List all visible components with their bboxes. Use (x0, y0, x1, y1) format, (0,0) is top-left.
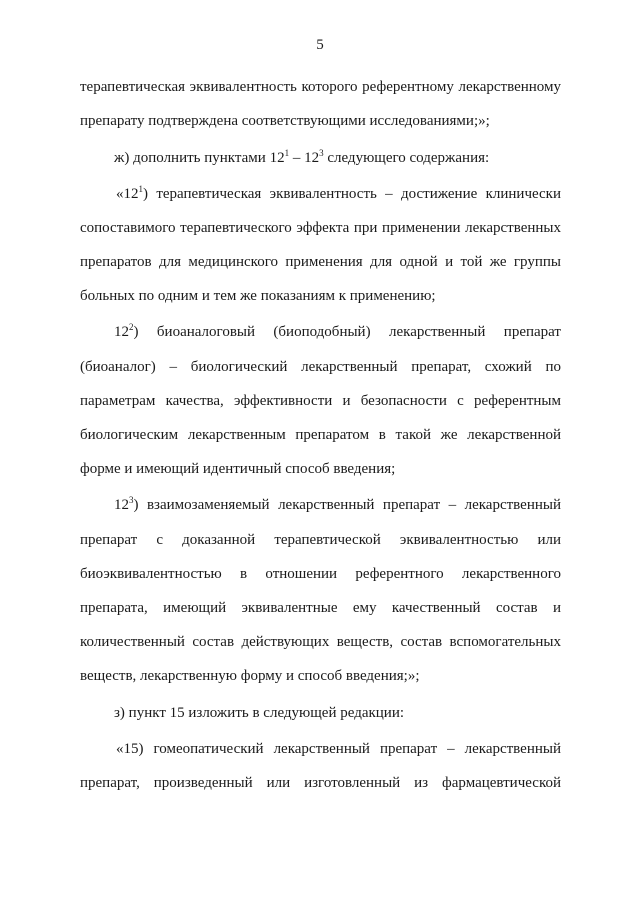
text-line: биоэквивалентностью в отношении референтного лекарственного (80, 566, 561, 582)
page-number: 5 (316, 37, 324, 53)
text-line: количественный состав действующих веществ, состав вспомогательных (80, 634, 561, 650)
text-line: ж) дополнить пунктами $12^1 - 12^3$ следующего содержания: (114, 148, 490, 166)
superscript: 3 (129, 495, 134, 505)
text-line: препаратов для медицинского применения для одной и той же группы (80, 254, 561, 270)
text-line: «$12^1$) терапевтическая эквивалентность – достижение клинически (116, 184, 561, 202)
superscript: 1 (284, 148, 290, 158)
text-line: препарат с доказанной терапевтической эквивалентностью или (80, 532, 561, 548)
text-line: биологическим лекарственным препаратом в такой же лекарственной (80, 427, 561, 443)
text-line: $12^2$) биоаналоговый (биоподобный) лекарственный препарат (114, 322, 561, 340)
text-line: препарат, произведенный или изготовленный из фармацевтической (80, 775, 561, 791)
text-line: больных по одним и тем же показаниям к применению; (80, 288, 436, 304)
text-line: терапевтическая эквивалентность которого референтному лекарственному (80, 79, 561, 95)
text-line: препарата, имеющий эквивалентные ему качественный состав и (80, 600, 561, 616)
superscript: 3 (319, 148, 324, 158)
text-line: сопоставимого терапевтического эффекта при применении лекарственных (80, 220, 561, 236)
text-line: (биоаналог) – биологический лекарственный препарат, схожий по (80, 359, 561, 375)
text-line: $12^3$) взаимозаменяемый лекарственный препарат – лекарственный (114, 495, 561, 513)
text-line: параметрам качества, эффективности и безопасности с референтным (80, 393, 561, 409)
text-line: «15) гомеопатический лекарственный препарат – лекарственный (116, 741, 561, 757)
text-line: веществ, лекарственную форму и способ введения;»; (80, 668, 420, 684)
text-line: форме и имеющий идентичный способ введения; (80, 461, 396, 477)
text-line: препарату подтверждена соответствующими исследованиями;»; (80, 113, 490, 129)
superscript: 2 (129, 322, 134, 332)
superscript: 1 (138, 184, 143, 194)
text-line: з) пункт 15 изложить в следующей редакции: (114, 705, 405, 721)
